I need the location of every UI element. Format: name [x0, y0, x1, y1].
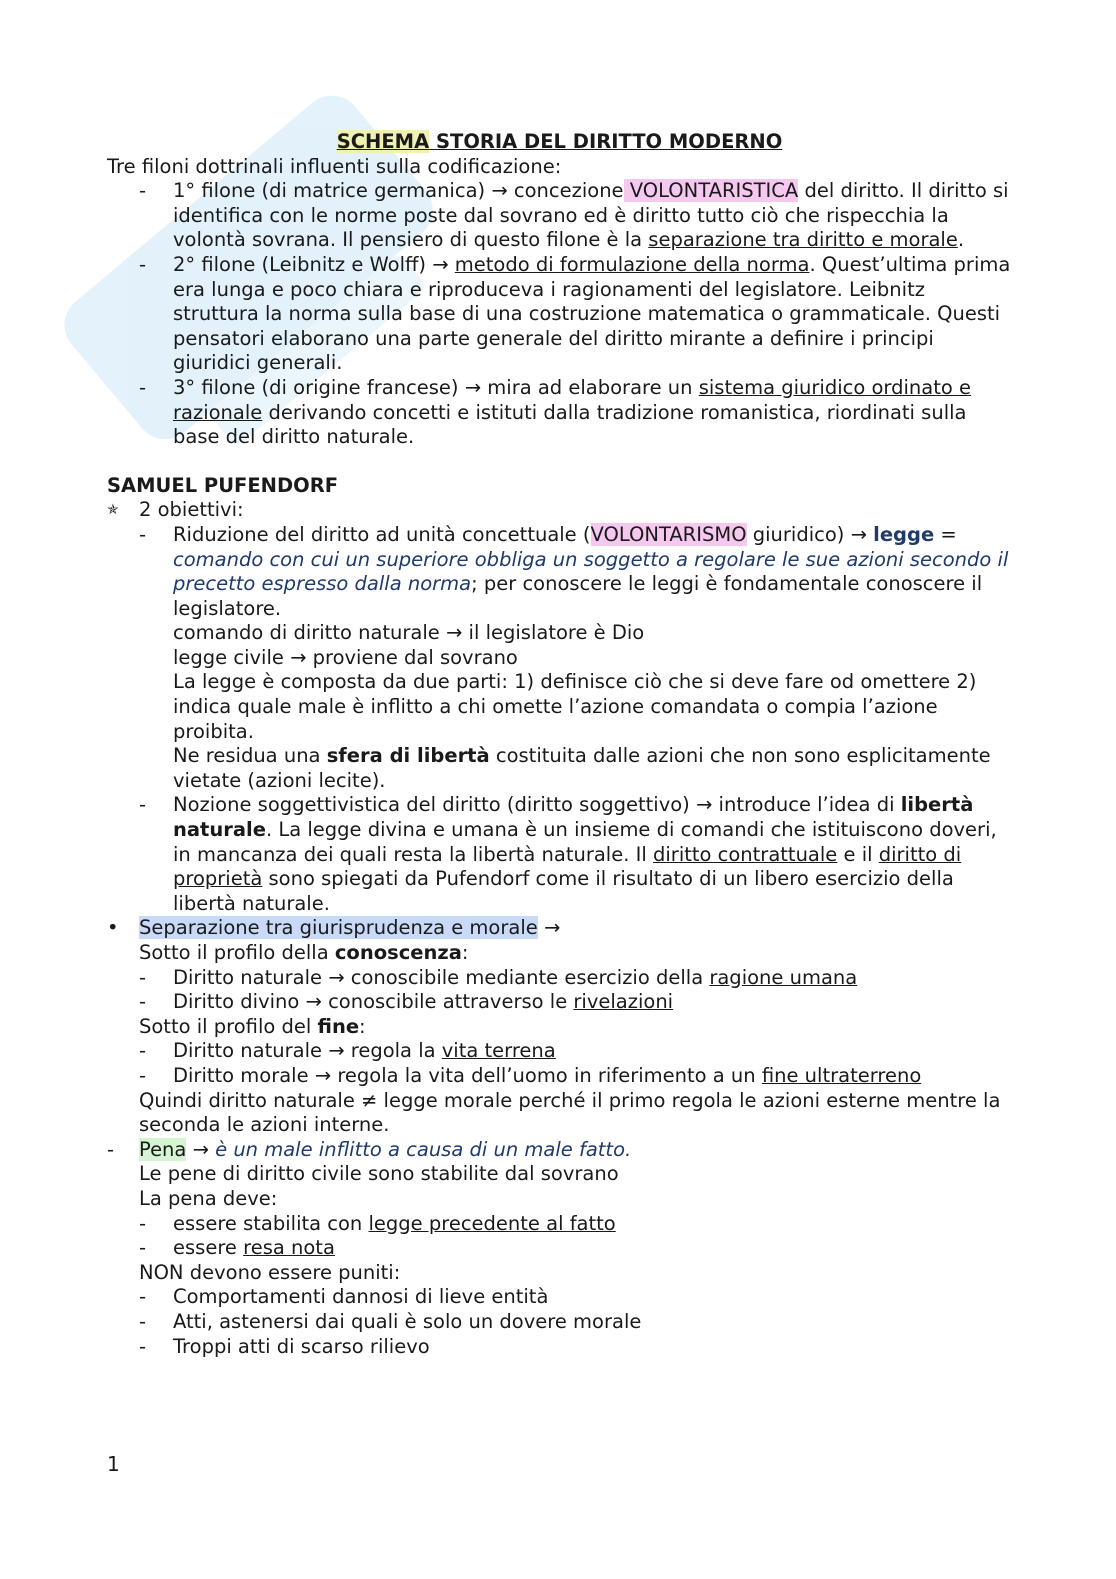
text-span: VOLONTARISMO: [590, 522, 747, 546]
text-line: Quindi diritto naturale ≠ legge morale perché il primo regola le azioni esterne mentre la seconda le azioni interne.: [139, 1088, 1001, 1137]
text-span: comando di diritto naturale: [173, 621, 446, 645]
text-span: conoscenza: [334, 941, 462, 964]
text-span: STORIA DEL DIRITTO MODERNO: [429, 130, 783, 153]
text-span: vita terrena: [441, 1039, 556, 1063]
text-span: legge precedente al fatto: [368, 1211, 616, 1235]
text-span: introduce l’idea di: [712, 793, 901, 817]
text-span: :: [359, 1014, 366, 1038]
text-line: La pena deve:: [139, 1186, 278, 1210]
list-item: [107, 1064, 1012, 1089]
text-span: -: [139, 990, 147, 1014]
text-span: ; per conoscere le leggi è fondamentale conoscere il legislatore.: [173, 572, 983, 620]
arrow-icon: →: [432, 252, 449, 276]
text-span: regola la: [344, 1039, 442, 1063]
arrow-icon: →: [305, 990, 322, 1014]
text-span: =: [934, 522, 957, 546]
arrow-icon: →: [696, 793, 713, 817]
text-span: -: [139, 1334, 147, 1358]
document-page: [107, 130, 1012, 1359]
arrow-icon: →: [491, 179, 508, 203]
text-span: conoscibile mediante esercizio della: [344, 965, 710, 989]
text-span: è un male inflitto a causa di un male fatto.: [215, 1137, 632, 1161]
text-span: . Quest’ultima prima era lunga e poco chiara e riproduceva i ragionamenti del legislatore. Leibnitz struttura la norma sulla base di una costruzione matematica o grammaticale. Questi pensatori elaborano una parte generale del diritto mirante a definire i principi giuridici generali.: [173, 252, 1011, 375]
page-number: 1: [107, 1452, 120, 1476]
text-span: -: [139, 522, 147, 546]
list-item-nozione: [107, 793, 1012, 916]
text-span: rivelazioni: [573, 990, 674, 1014]
arrow-icon: →: [464, 375, 482, 399]
intro-text: Tre filoni dottrinali influenti sulla codificazione:: [107, 154, 562, 178]
text-span: -: [107, 1137, 115, 1161]
list-item-filone-1: [107, 179, 1012, 253]
star-bullet-icon: ✯: [107, 502, 119, 519]
text-line: [107, 941, 1012, 966]
text-span: .: [957, 228, 965, 252]
arrow-icon: →: [328, 965, 345, 989]
list-item: [107, 1236, 1012, 1261]
text-span: mira ad elaborare un: [481, 375, 699, 399]
text-line: [107, 1015, 1012, 1040]
text-span: Ne residua una: [173, 744, 327, 768]
text-span: sono spiegati da Pufendorf come il risultato di un libero esercizio della libertà naturale.: [173, 867, 954, 915]
arrow-icon: →: [290, 645, 307, 669]
arrow-icon: →: [850, 522, 867, 546]
text-span: sistema giuridico ordinato e razionale: [173, 375, 971, 424]
text-span: -: [139, 1039, 147, 1063]
list-item: [107, 1212, 1012, 1237]
text-span: 3° filone (di origine francese): [173, 375, 465, 399]
text-span: SCHEMA: [336, 130, 430, 153]
list-item: [107, 1335, 1012, 1360]
text-span: Separazione tra giurisprudenza e morale: [139, 916, 538, 940]
text-line: [107, 646, 1012, 671]
text-span: fine ultraterreno: [761, 1063, 922, 1087]
text-span: diritto contrattuale: [653, 842, 838, 866]
text-span: giuridico): [746, 522, 851, 546]
list-item-riduzione: [107, 523, 1012, 621]
arrow-icon: →: [192, 1137, 209, 1161]
text-span: Sotto il profilo della: [139, 941, 335, 964]
text-span: il legislatore è Dio: [462, 621, 645, 645]
text-span: resa nota: [243, 1236, 335, 1260]
arrow-icon: →: [314, 1063, 332, 1087]
text-span: -: [139, 1211, 147, 1235]
text-span: -: [139, 793, 147, 817]
text-span: -: [139, 179, 147, 203]
text-span: essere: [173, 1236, 244, 1260]
arrow-icon: →: [543, 916, 561, 940]
text-span: essere stabilita con: [173, 1211, 369, 1235]
text-span: derivando concetti e istituti dalla tradizione romanistica, riordinati sulla base del diritto naturale.: [173, 400, 967, 449]
text-line: Le pene di diritto civile sono stabilite dal sovrano: [139, 1162, 619, 1186]
text-span: legge civile: [173, 645, 291, 669]
text-span: concezione: [507, 179, 624, 203]
arrow-icon: →: [328, 1039, 345, 1063]
text-span: Diritto naturale: [173, 965, 329, 989]
text-span: -: [139, 1236, 147, 1260]
text-span: legge: [873, 522, 935, 546]
text-line: [107, 744, 1012, 793]
text-line: La legge è composta da due parti: 1) definisce ciò che si deve fare od omettere 2) indica quale male è inflitto a chi omette l’azione comandata o compia l’azione proibita.: [173, 670, 977, 743]
list-item-separazione: [107, 916, 1012, 941]
text-span: 1° filone (di matrice germanica): [173, 179, 492, 203]
list-item: [107, 1310, 1012, 1335]
list-item-obiettivi: [107, 498, 1012, 523]
text-span: regola la vita dell’uomo in riferimento a un: [331, 1063, 762, 1087]
text-span: -: [139, 1309, 147, 1333]
text-span: del diritto. Il diritto si identifica con le norme poste dal sovrano ed è diritto tutto ciò che rispecchia la volontà sovrana. Il pensiero di questo filone è la: [173, 179, 1009, 252]
text-span: metodo di formulazione della norma: [454, 252, 810, 276]
text-span: Riduzione del diritto ad unità concettuale (: [173, 522, 591, 546]
list-item-filone-2: [107, 253, 1012, 376]
text-span: libertà naturale: [173, 793, 974, 842]
text-span: Atti, astenersi dai quali è solo un dovere morale: [173, 1309, 642, 1333]
text-span: Troppi atti di scarso rilievo: [173, 1334, 430, 1358]
text-span: Sotto il profilo del: [139, 1014, 318, 1038]
page-title: [107, 130, 1012, 155]
text-line: NON devono essere puniti:: [139, 1260, 401, 1284]
text-span: -: [139, 375, 147, 399]
bullet-icon: •: [107, 916, 119, 940]
text-span: -: [139, 252, 147, 276]
section-heading: SAMUEL PUFENDORF: [107, 473, 339, 497]
list-item: [107, 1039, 1012, 1064]
text-span: :: [461, 941, 469, 964]
text-span: Diritto divino: [173, 990, 306, 1014]
list-item: [107, 1285, 1012, 1310]
list-item-filone-3: [107, 376, 1012, 450]
text-span: e il: [837, 842, 879, 866]
text-span: diritto di proprietà: [173, 842, 962, 891]
text-span: ragione umana: [709, 965, 858, 989]
list-item-pena: [107, 1138, 1012, 1163]
arrow-icon: →: [446, 621, 463, 645]
text-line: [107, 621, 1012, 646]
text-span: -: [139, 1285, 147, 1309]
text-span: fine: [317, 1014, 360, 1038]
text-span: -: [139, 1063, 147, 1087]
text-span: Pena: [139, 1137, 187, 1161]
text-span: . La legge divina e umana è un insieme di comandi che istituiscono doveri, in mancanza dei quali resta la libertà naturale. Il: [173, 818, 997, 866]
text-span: Nozione soggettivistica del diritto (diritto soggettivo): [173, 793, 696, 817]
text-span: Diritto morale: [173, 1063, 315, 1087]
text-span: proviene dal sovrano: [306, 645, 518, 669]
text-span: 2 obiettivi:: [139, 498, 244, 522]
text-span: -: [139, 965, 147, 989]
list-item: [107, 990, 1012, 1015]
text-span: Diritto naturale: [173, 1039, 329, 1063]
text-span: comando con cui un superiore obbliga un soggetto a regolare le sue azioni secondo il precetto espresso dalla norma: [173, 547, 1009, 596]
text-span: costituita dalle azioni che non sono esplicitamente vietate (azioni lecite).: [173, 744, 991, 792]
text-span: separazione tra diritto e morale: [648, 228, 958, 252]
text-span: sfera di libertà: [326, 744, 490, 768]
text-span: 2° filone (Leibnitz e Wolff): [173, 252, 433, 276]
text-span: conoscibile attraverso le: [321, 990, 574, 1014]
list-item: [107, 966, 1012, 991]
text-span: Comportamenti dannosi di lieve entità: [173, 1285, 549, 1309]
text-span: VOLONTARISTICA: [623, 179, 799, 203]
